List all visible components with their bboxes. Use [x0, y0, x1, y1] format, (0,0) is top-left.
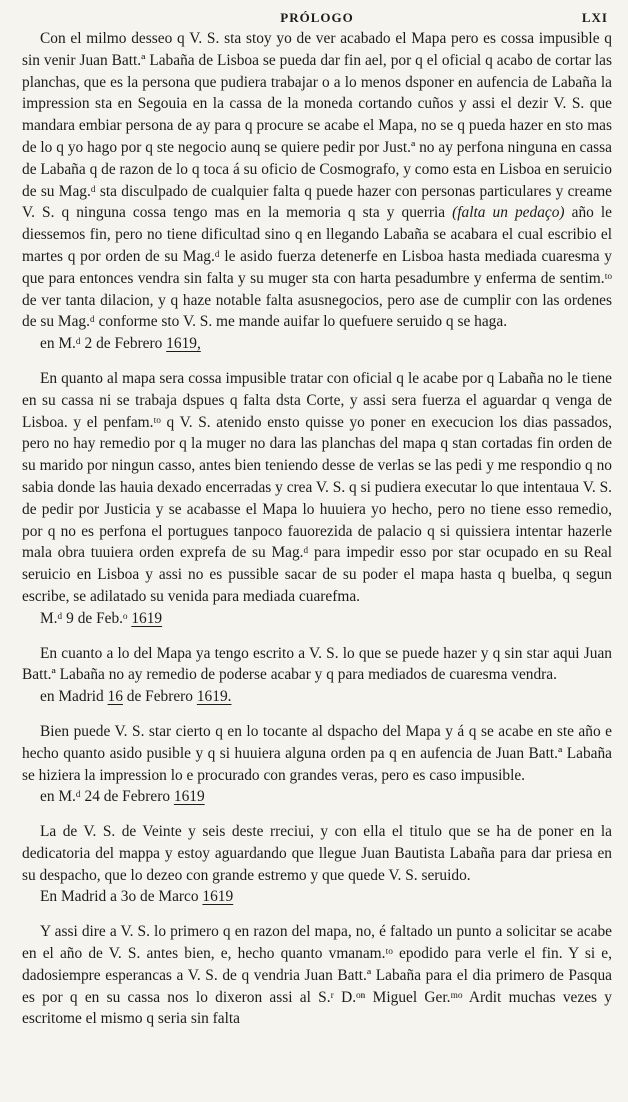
page-number: LXI [581, 10, 608, 25]
text-run: Bien puede V. S. star cierto q en lo tocante al dspacho del Mapa y á q se acabe en ste año e hecho quanto asido pusible y q si huuiera alguna orden pa q en aufencia de Juan Batt.ª Labaña se hiziera la impression lo e procurado con grandes veras, pero es caso impusible. [22, 722, 612, 784]
running-title: PRÓLOGO [280, 10, 354, 25]
paragraph-gap [22, 630, 612, 643]
text-run: en M.ᵈ 24 de Febrero [40, 788, 174, 806]
text-run: En cuanto a lo del Mapa ya tengo escrito a V. S. lo que se puede hazer y q sin star aqui Juan Batt.ª Labaña no ay remedio de poderse acabar y q para mediados de cuaresma vendra. [22, 644, 612, 684]
running-header [22, 6, 612, 28]
text-run: Con el milmo desseo q V. S. sta stoy yo de ver acabado el Mapa pero es cossa impusible q sin venir Juan Batt.ª Labaña de Lisboa se pueda dar fin ael, por q el oficial q acabo de cortar las planchas, que es la persona que pudiera trabajar o a lo menos dsponer en aufencia de Labaña la impression sta en Segouia en la cassa de la moneda cortando cuños y assi el dezir V. S. que mandara embiar persona de ay para q procure se acabe el Mapa, no se q pueda hazer en sto mas de lo q yo hago por q ste negocio aunq se quiere pedir por Just.ª no ay perfona ninguna en cassa de Labaña q de razon de lo q toca á su oficio de Cosmografo, y como esta en Lisboa en seruicio de su Mag.ᵈ sta disculpado de cualquier falta q puede hazer con personas particulares y creame V. S. q ninguna cossa tengo mas en la memoria q sta y querria [22, 30, 612, 222]
text-run: 1619. [196, 688, 232, 706]
text-run: 1619, [166, 335, 201, 353]
paragraph-gap [22, 908, 612, 921]
paragraph-gap [22, 708, 612, 721]
text-run: La de V. S. de Veinte y seis deste rreciui, y con ella el titulo que se ha de poner en la dedicatoria del mappa y estoy aguardando que llegue Juan Bautista Labaña para dar priesa en su despacho, que lo dezeo con grande estremo y que quede V. S. seruido. [22, 823, 612, 884]
text-run: año le diessemos fin, pero no tiene dificultad sino q en llegando Labaña se acabara el cual escribio el martes q por orden de su Mag.ᵈ le asido fuerza detenerfe en Lisboa hasta mediada cuaresma y que para entonces vendra sin falta y su muger sta con harta pesadumbre y enferma de sentim.ᵗᵒ de ver tanta dilacion, y q haze notable falta asusnegocios, pero ase de cumplir con las ordenes de su Mag.ᵈ conforme sto V. S. me mande auifar lo quefuere seruido q se haga. [22, 204, 612, 331]
letter-date [22, 886, 612, 908]
text-run: de Febrero [122, 688, 197, 706]
letter-date [22, 333, 612, 355]
text-run: Y assi dire a V. S. lo primero q en razon del mapa, no, é faltado un punto a solicitar se acabe en el año de V. S. antes bien, e, hecho quanto vmanam.ᵗᵒ epodido para verle el fin. Y si e, dadosiempre esperancas a V. S. de q vendria Juan Batt.ª Labaña para el dia primero de Pasqua es por q en su cassa nos lo dixeron assi al S.ʳ D.ᵒⁿ Miguel Ger.ᵐᵒ Ardit muchas vezes y escritome el mismo q seria sin falta [22, 923, 612, 1028]
paragraph-gap [22, 355, 612, 368]
text-run: En Madrid a 3o de Marco [40, 888, 203, 906]
letter-paragraph [22, 721, 612, 786]
letter-date [22, 608, 612, 630]
letter-paragraph [22, 821, 612, 886]
text-run: (falta un pedaço) [452, 204, 565, 222]
text-run: En quanto al mapa sera cossa impusible tratar con oficial q le acabe por q Labaña no le tiene en su cassa ni se trabaja dspues q falta dsta Corte, y assi sera fuerza el aguardar q venga de Lisboa. y el penfam.ᵗᵒ q V. S. atenido ensto quisse yo poner en execucion los dias passados, pero no hay remedio por q la muger no dara las planchas del mapa q stan cortadas fin orden de su marido por ningun casso, antes bien teniendo desse de verlas se las pedi y me respondio q no sabia donde las hauia dexado encerradas y crea V. S. q si pudiera executar lo que intentaua V. S. de pedir por Justicia y se acabasse el Mapa lo huuiera yo hecho, pero no tiene esso remedio, por q no es perfona el portugues tanpoco fauorezida de palacio q si quissiera intentar hazerle mala obra tuuiera orden exprefa de su Mag.ᵈ para impedir esso por star ocupado en su Real seruicio en Lisboa y assi no es pussible sacar de su poder el mapa hasta q buelba, q segun escribe, se adilatado su venida para mediada cuarefma. [22, 369, 612, 605]
text-run: 1619 [202, 888, 234, 906]
letter-paragraph [22, 28, 612, 333]
text-run: 16 [107, 688, 123, 706]
text-run: 1619 [173, 788, 205, 806]
letter-date [22, 686, 612, 708]
letter-paragraph [22, 368, 612, 608]
text-run: en M.ᵈ 2 de Febrero [40, 335, 167, 353]
text-run: 1619 [131, 609, 163, 627]
letter-paragraph [22, 921, 612, 1030]
text-run: en Madrid [40, 688, 108, 706]
paragraph-gap [22, 808, 612, 821]
body-text [22, 28, 612, 1030]
text-run: M.ᵈ 9 de Feb.ᵒ [40, 609, 132, 627]
letter-paragraph [22, 643, 612, 687]
letter-date [22, 786, 612, 808]
